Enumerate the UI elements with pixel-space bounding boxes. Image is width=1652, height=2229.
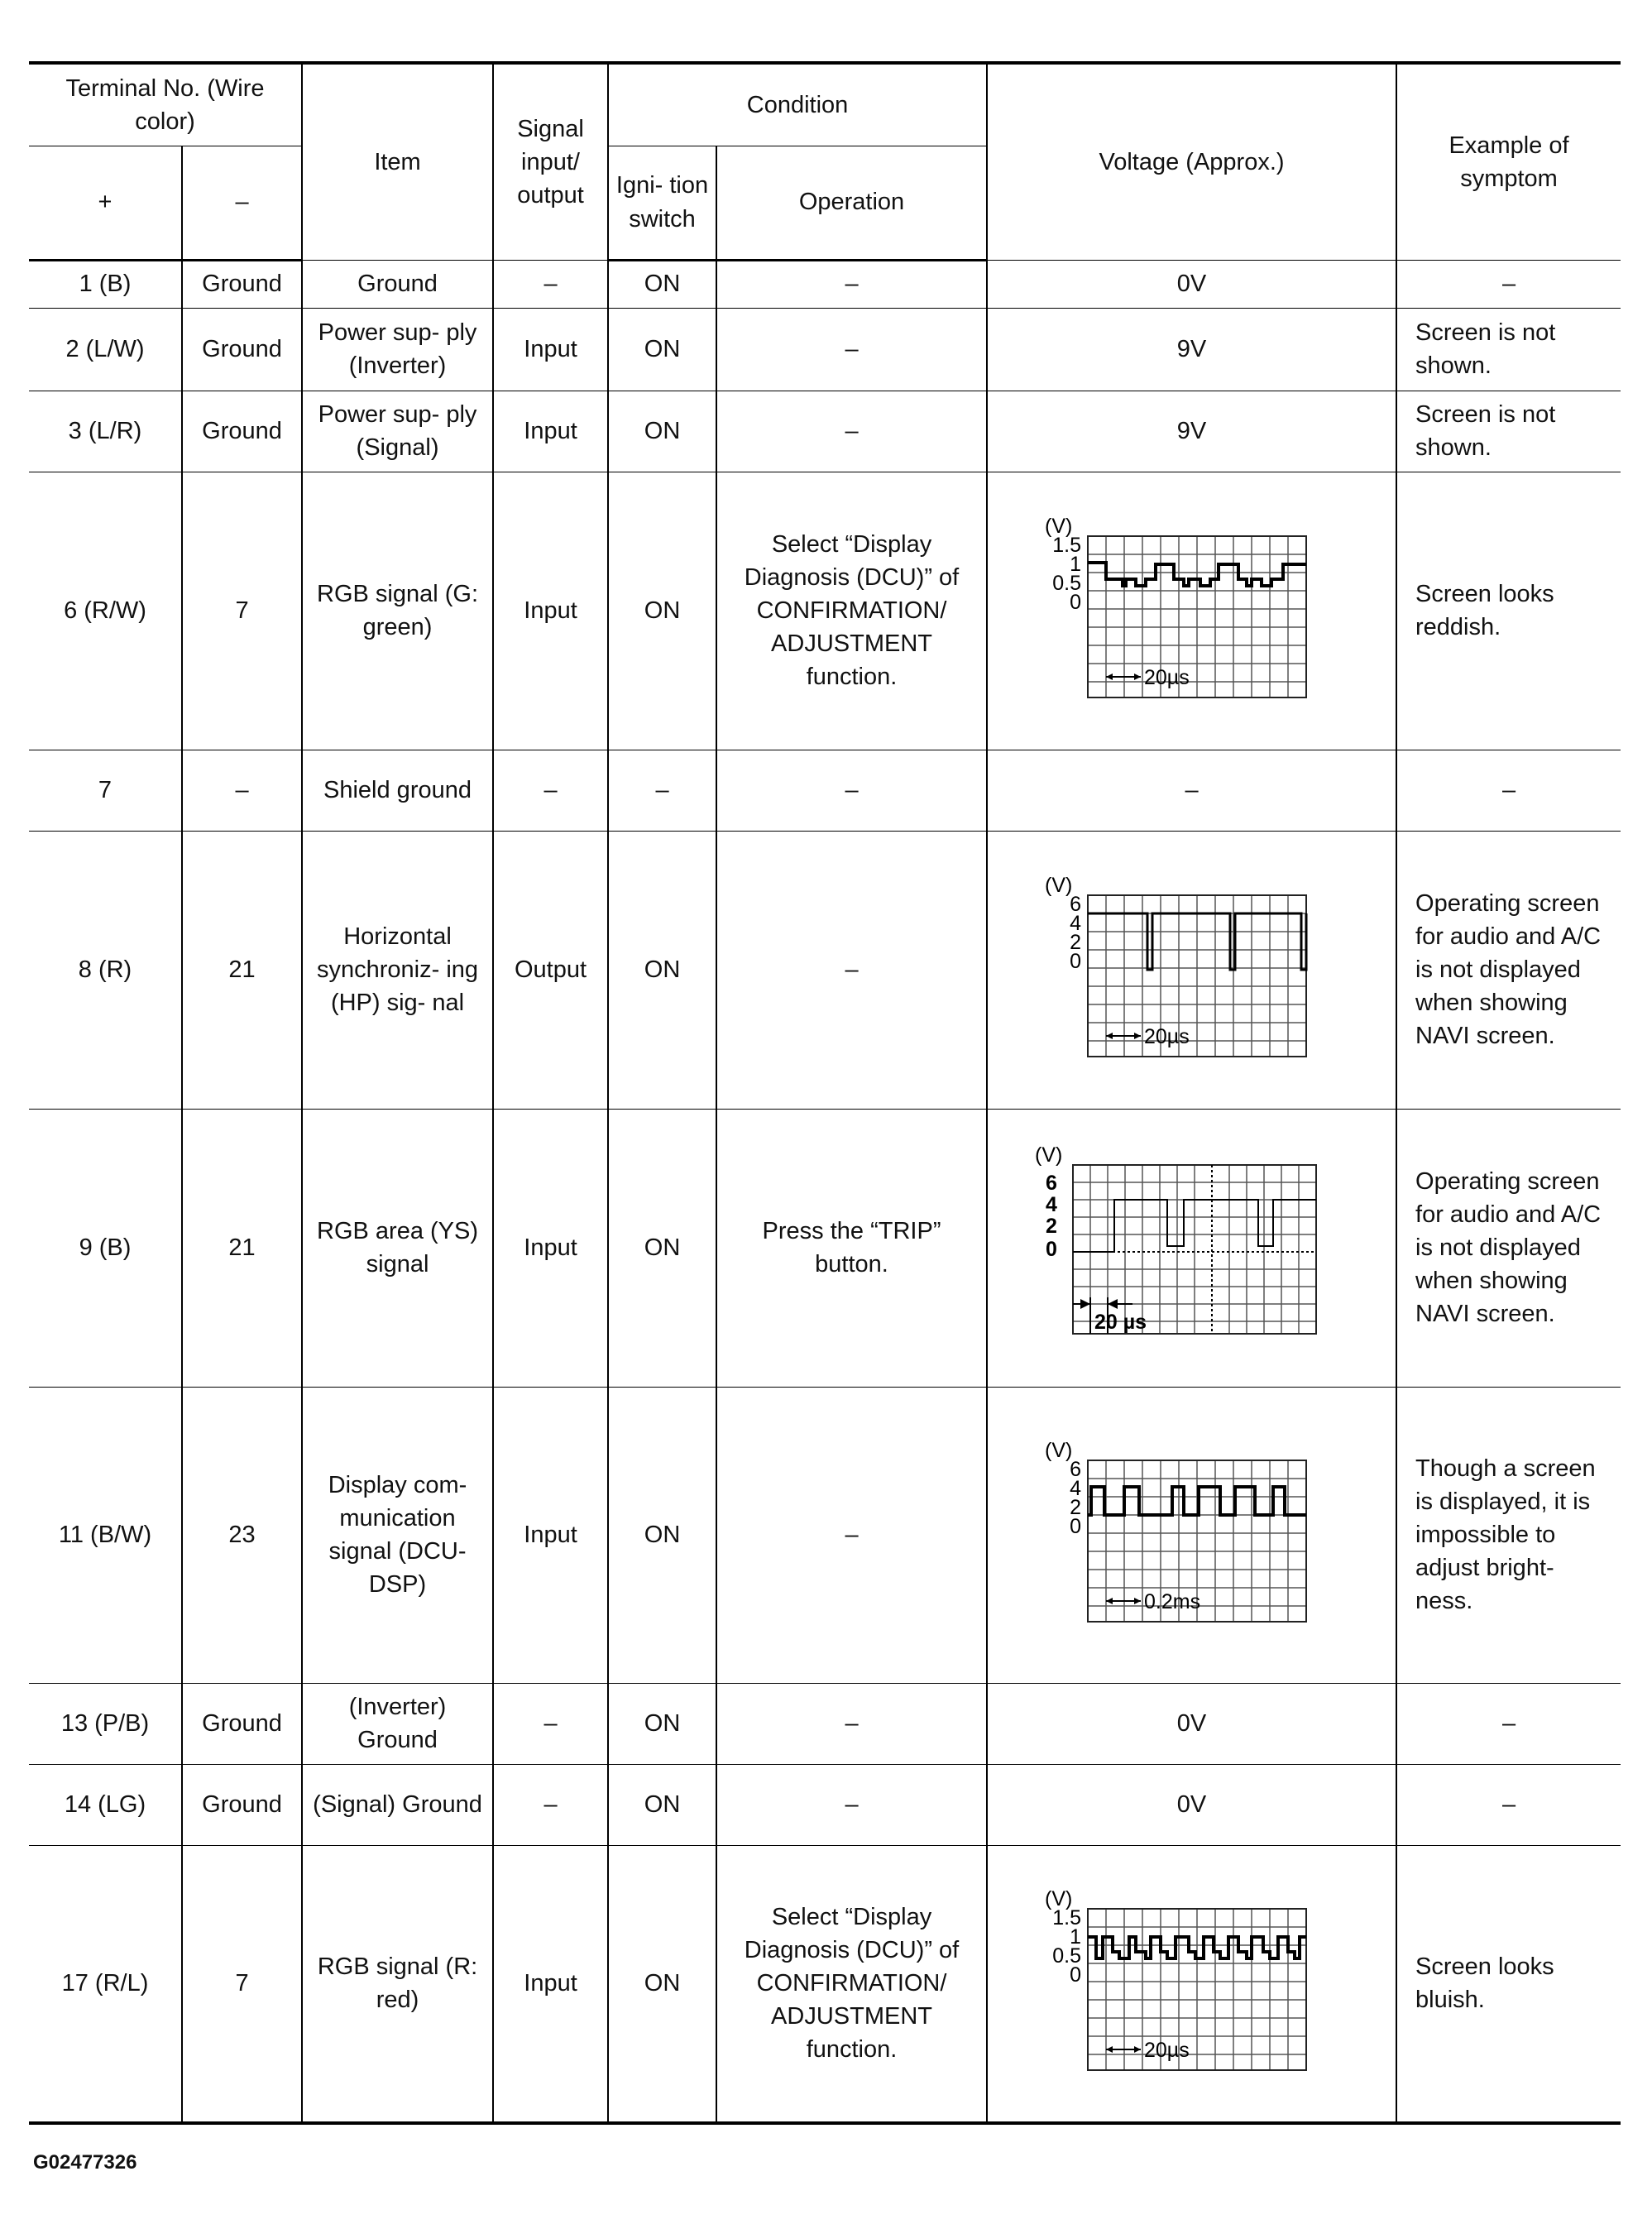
item-cell: Power sup- ply (Inverter) — [302, 308, 493, 391]
arrow-left-icon — [1106, 1598, 1113, 1604]
minus-cell: 7 — [182, 472, 302, 750]
y-tick-label: 6 — [1045, 1172, 1057, 1195]
ignition-cell: ON — [608, 308, 716, 391]
ignition-cell: ON — [608, 1387, 716, 1683]
waveform-rgb-area — [1035, 1140, 1349, 1355]
plus-cell: 6 (R/W) — [29, 472, 182, 750]
voltage-cell: 9V — [987, 308, 1396, 391]
y-tick-label: 0.5 — [1051, 1944, 1081, 1968]
minus-cell: – — [182, 750, 302, 831]
voltage-cell — [987, 472, 1396, 750]
y-tick-label: 0 — [1069, 591, 1081, 614]
y-tick-label: 2 — [1069, 931, 1081, 954]
table-row — [29, 391, 1621, 472]
voltage-cell: 0V — [987, 1764, 1396, 1845]
plus-cell: 17 (R/L) — [29, 1845, 182, 2123]
minus-cell: 23 — [182, 1387, 302, 1683]
operation-cell: – — [716, 1387, 987, 1683]
arrow-right-icon — [1134, 673, 1141, 680]
symptom-cell: – — [1396, 260, 1621, 308]
plus-cell: 14 (LG) — [29, 1764, 182, 1845]
y-tick-label: 6 — [1069, 893, 1081, 916]
figure-code: G02477326 — [33, 2151, 137, 2174]
arrow-right-icon — [1134, 1033, 1141, 1039]
condition-header: Condition — [608, 63, 987, 146]
item-cell: RGB signal (R: red) — [302, 1845, 493, 2123]
minus-cell: Ground — [182, 1764, 302, 1845]
table-row — [29, 1387, 1621, 1683]
y-tick-label: 0 — [1069, 1963, 1081, 1987]
waveform-grid — [1088, 1909, 1306, 2070]
waveform-grid — [1088, 536, 1306, 697]
voltage-cell: 9V — [987, 391, 1396, 472]
symptom-cell: Screen is not shown. — [1396, 391, 1621, 472]
plus-cell: 1 (B) — [29, 260, 182, 308]
plus-cell: 9 (B) — [29, 1109, 182, 1387]
io-cell: Input — [493, 308, 608, 391]
y-tick-label: 0 — [1069, 950, 1081, 973]
y-tick-label: 1 — [1069, 553, 1081, 576]
item-cell: Ground — [302, 260, 493, 308]
symptom-cell: Though a screen is displayed, it is impossible to adjust bright- ness. — [1396, 1387, 1621, 1683]
y-tick-label: 6 — [1069, 1458, 1081, 1481]
table-row — [29, 750, 1621, 831]
y-tick-label: 0 — [1069, 1515, 1081, 1538]
arrow-left-icon — [1106, 673, 1113, 680]
signal-io-header: Signal input/ output — [493, 63, 608, 260]
volt-unit-label: (V) — [1044, 874, 1072, 897]
io-cell: Input — [493, 472, 608, 750]
operation-cell: Select “Display Diagnosis (DCU)” of CONFIRMATION/ ADJUSTMENT function. — [716, 1845, 987, 2123]
time-scale-label: 0.2ms — [1143, 1590, 1200, 1613]
table-row — [29, 472, 1621, 750]
y-tick-label: 4 — [1045, 1193, 1057, 1216]
symptom-cell: Operating screen for audio and A/C is not displayed when showing NAVI screen. — [1396, 831, 1621, 1109]
minus-cell: 7 — [182, 1845, 302, 2123]
symptom-cell: – — [1396, 750, 1621, 831]
plus-cell: 2 (L/W) — [29, 308, 182, 391]
voltage-cell — [987, 1845, 1396, 2123]
voltage-cell: – — [987, 750, 1396, 831]
symptom-cell: – — [1396, 1683, 1621, 1764]
ignition-cell: ON — [608, 391, 716, 472]
io-cell: Input — [493, 391, 608, 472]
io-cell: Input — [493, 1387, 608, 1683]
table-row — [29, 308, 1621, 391]
volt-unit-label: (V) — [1044, 1887, 1072, 1911]
io-cell: Input — [493, 1845, 608, 2123]
operation-cell: – — [716, 308, 987, 391]
symptom-cell: Screen is not shown. — [1396, 308, 1621, 391]
table-row — [29, 1683, 1621, 1764]
io-cell: – — [493, 1764, 608, 1845]
arrow-left-icon — [1106, 1033, 1113, 1039]
waveform-grid — [1088, 895, 1306, 1057]
ignition-cell: ON — [608, 260, 716, 308]
y-tick-label: 1 — [1069, 1925, 1081, 1949]
plus-cell: 8 (R) — [29, 831, 182, 1109]
operation-cell: – — [716, 831, 987, 1109]
voltage-header: Voltage (Approx.) — [987, 63, 1396, 260]
ignition-cell: ON — [608, 1764, 716, 1845]
operation-cell: – — [716, 391, 987, 472]
ignition-cell: ON — [608, 472, 716, 750]
symptom-cell: – — [1396, 1764, 1621, 1845]
ignition-cell: – — [608, 750, 716, 831]
table-row — [29, 831, 1621, 1109]
arrow-right-icon — [1080, 1299, 1090, 1309]
item-cell: (Inverter) Ground — [302, 1683, 493, 1764]
io-cell: – — [493, 1683, 608, 1764]
arrow-right-icon — [1134, 1598, 1141, 1604]
symptom-header: Example of symptom — [1396, 63, 1621, 260]
voltage-cell — [987, 1109, 1396, 1387]
table-row — [29, 1845, 1621, 2123]
volt-unit-label: (V) — [1044, 1439, 1072, 1462]
table-row — [29, 260, 1621, 308]
symptom-cell: Screen looks bluish. — [1396, 1845, 1621, 2123]
item-cell: Display com- munication signal (DCU-DSP) — [302, 1387, 493, 1683]
arrow-left-icon — [1106, 2046, 1113, 2053]
waveform-red — [1043, 1876, 1341, 2091]
ignition-cell: ON — [608, 1683, 716, 1764]
y-tick-label: 1.5 — [1051, 1906, 1081, 1930]
waveform-green — [1043, 503, 1341, 718]
item-cell: Horizontal synchroniz- ing (HP) sig- nal — [302, 831, 493, 1109]
terminal-table — [29, 61, 1621, 2125]
y-tick-label: 0.5 — [1051, 572, 1081, 595]
minus-header: – — [182, 146, 302, 260]
table-row — [29, 1764, 1621, 1845]
item-cell: Shield ground — [302, 750, 493, 831]
symptom-cell: Operating screen for audio and A/C is not displayed when showing NAVI screen. — [1396, 1109, 1621, 1387]
minus-cell: 21 — [182, 1109, 302, 1387]
y-tick-label: 4 — [1069, 912, 1081, 935]
y-tick-label: 2 — [1045, 1215, 1057, 1238]
operation-cell: – — [716, 1764, 987, 1845]
voltage-cell: 0V — [987, 260, 1396, 308]
operation-cell: Select “Display Diagnosis (DCU)” of CONFIRMATION/ ADJUSTMENT function. — [716, 472, 987, 750]
ignition-cell: ON — [608, 831, 716, 1109]
arrow-left-icon — [1108, 1299, 1118, 1309]
waveform-trace — [1088, 1487, 1306, 1515]
table-row — [29, 1109, 1621, 1387]
ignition-cell: ON — [608, 1845, 716, 2123]
operation-cell: – — [716, 260, 987, 308]
operation-cell: – — [716, 750, 987, 831]
io-cell: – — [493, 750, 608, 831]
time-scale-label: 20 µs — [1094, 1311, 1147, 1334]
io-cell: – — [493, 260, 608, 308]
minus-cell: Ground — [182, 391, 302, 472]
plus-cell: 3 (L/R) — [29, 391, 182, 472]
terminal-no-header: Terminal No. (Wire color) — [29, 63, 302, 146]
time-scale-label: 20µs — [1143, 1025, 1190, 1048]
item-header: Item — [302, 63, 493, 260]
y-tick-label: 0 — [1045, 1238, 1057, 1261]
volt-unit-label: (V) — [1034, 1143, 1062, 1167]
waveform-dcu-dsp — [1043, 1427, 1341, 1642]
ignition-cell: ON — [608, 1109, 716, 1387]
time-scale-label: 20µs — [1143, 2039, 1190, 2063]
plus-cell: 13 (P/B) — [29, 1683, 182, 1764]
waveform-hsync — [1043, 862, 1341, 1077]
minus-cell: Ground — [182, 308, 302, 391]
item-cell: RGB signal (G: green) — [302, 472, 493, 750]
ignition-switch-header: Igni- tion switch — [608, 146, 716, 260]
voltage-cell: 0V — [987, 1683, 1396, 1764]
item-cell: Power sup- ply (Signal) — [302, 391, 493, 472]
plus-cell: 11 (B/W) — [29, 1387, 182, 1683]
io-cell: Input — [493, 1109, 608, 1387]
voltage-cell — [987, 831, 1396, 1109]
plus-cell: 7 — [29, 750, 182, 831]
volt-unit-label: (V) — [1044, 515, 1072, 538]
io-cell: Output — [493, 831, 608, 1109]
symptom-cell: Screen looks reddish. — [1396, 472, 1621, 750]
voltage-cell — [987, 1387, 1396, 1683]
minus-cell: Ground — [182, 1683, 302, 1764]
time-scale-label: 20µs — [1143, 666, 1190, 689]
item-cell: (Signal) Ground — [302, 1764, 493, 1845]
minus-cell: 21 — [182, 831, 302, 1109]
y-tick-label: 2 — [1069, 1496, 1081, 1519]
operation-cell: Press the “TRIP” button. — [716, 1109, 987, 1387]
arrow-right-icon — [1134, 2046, 1141, 2053]
item-cell: RGB area (YS) signal — [302, 1109, 493, 1387]
minus-cell: Ground — [182, 260, 302, 308]
y-tick-label: 1.5 — [1051, 534, 1081, 557]
operation-cell: – — [716, 1683, 987, 1764]
y-tick-label: 4 — [1069, 1477, 1081, 1500]
operation-header: Operation — [716, 146, 987, 260]
plus-header: + — [29, 146, 182, 260]
waveform-grid — [1073, 1165, 1316, 1334]
